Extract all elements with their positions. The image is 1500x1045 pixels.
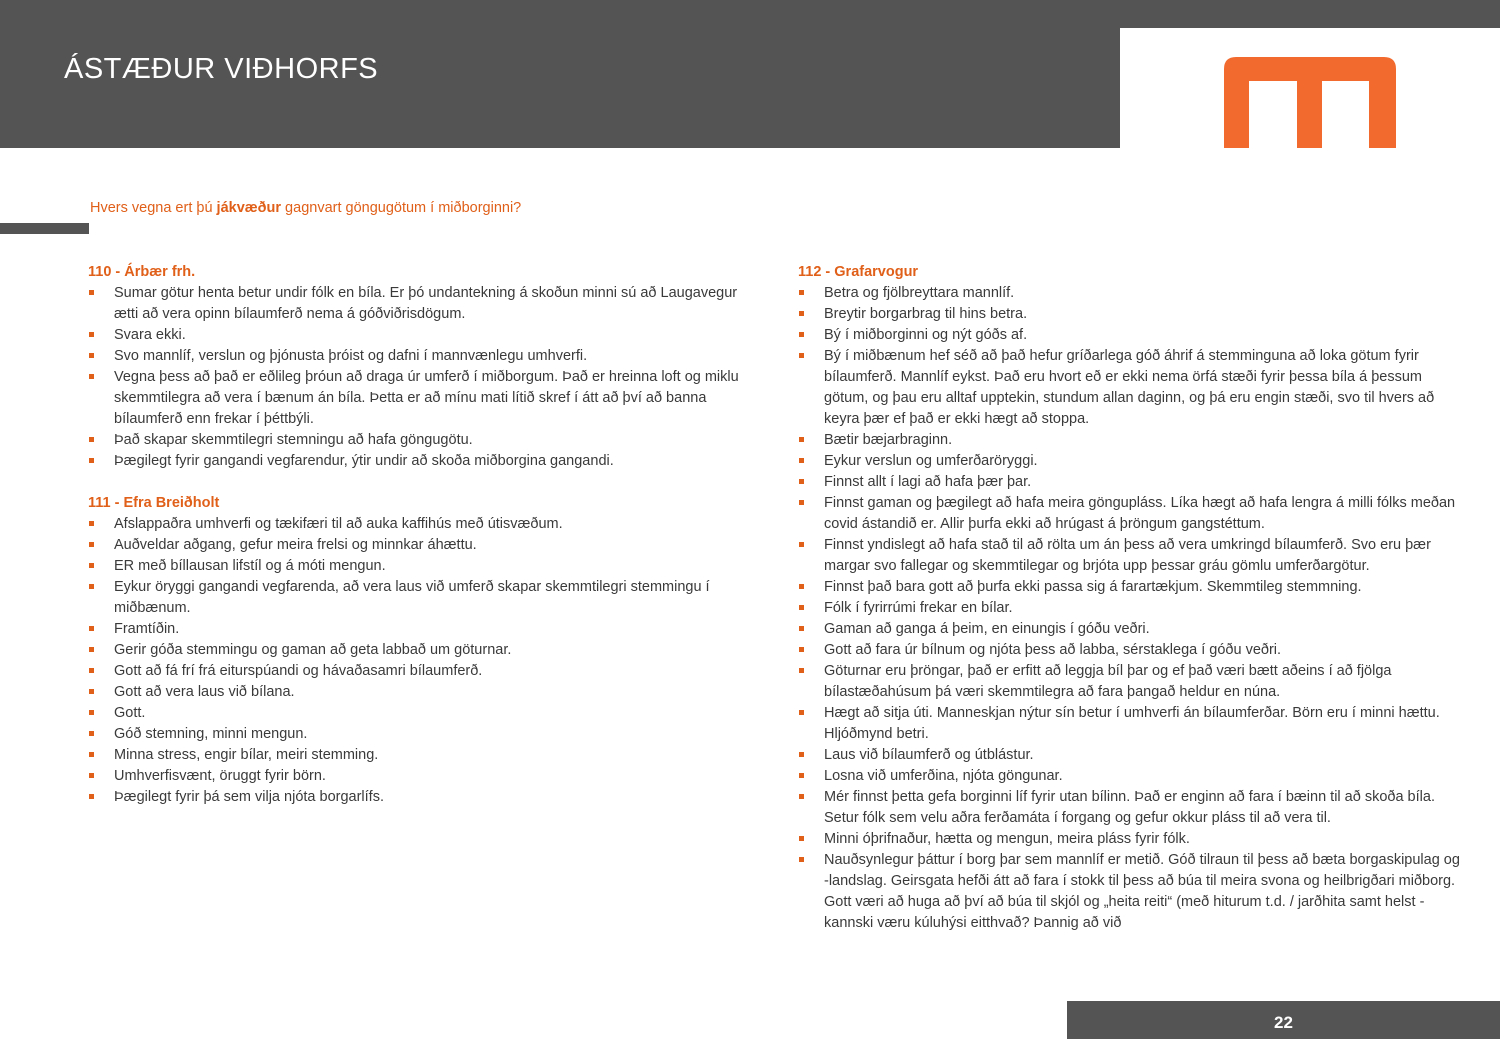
response-item: Afslappaðra umhverfi og tækifæri til að auka kaffihús með útisvæðum.: [88, 514, 748, 535]
response-item: Minna stress, engir bílar, meiri stemming.: [88, 745, 748, 766]
response-item: Eykur öryggi gangandi vegfarenda, að vera laus við umferð skapar skemmtilegri stemmingu í miðbænum.: [88, 577, 748, 619]
response-item: Laus við bílaumferð og útblástur.: [798, 745, 1466, 766]
response-item: Bætir bæjarbraginn.: [798, 430, 1466, 451]
right-section: [798, 262, 1466, 934]
response-item: Bý í miðbænum hef séð að það hefur gríðarlega góð áhrif á stemminguna að loka götum fyrir bílaumferð. Mannlíf eykst. Það eru hvort eð er ekki nema örfá stæði fyrir þessa bíla á þessum götum, og þau eru alltaf upptekin, stundum allan daginn, og þá eru engin stæði, svo til hvers að keyra þær ef það er ekki hægt að stoppa.: [798, 346, 1466, 430]
response-list: [798, 283, 1466, 934]
response-item: Göturnar eru þröngar, það er erfitt að leggja bíl þar og ef það væri bætt aðeins í að fjölga bílastæðahúsum þá væri skemmtilegra að fara þangað heldur en núna.: [798, 661, 1466, 703]
response-item: Eykur verslun og umferðaröryggi.: [798, 451, 1466, 472]
response-item: Betra og fjölbreyttara mannlíf.: [798, 283, 1466, 304]
response-item: Gott að fara úr bílnum og njóta þess að labba, sérstaklega í góðu veðri.: [798, 640, 1466, 661]
response-item: ER með bíllausan lifstíl og á móti mengun.: [88, 556, 748, 577]
response-item: Gott.: [88, 703, 748, 724]
left-section: [88, 493, 748, 808]
response-item: Sumar götur henta betur undir fólk en bíla. Er þó undantekning á skoðun minni sú að Laugavegur ætti að vera opinn bílaumferð nema á góðviðrisdögum.: [88, 283, 748, 325]
response-item: Losna við umferðina, njóta göngunar.: [798, 766, 1466, 787]
page-number: 22: [1274, 1013, 1293, 1032]
right-column: [798, 262, 1466, 955]
response-item: Finnst gaman og þægilegt að hafa meira göngupláss. Líka hægt að hafa lengra á milli fólks meðan covid ástandið er. Allir þurfa ekki að hrúgast á þröngum gangstéttum.: [798, 493, 1466, 535]
brand-logo-icon: [1224, 57, 1396, 148]
response-item: Gerir góða stemmingu og gaman að geta labbað um göturnar.: [88, 640, 748, 661]
section-title: 112 - Grafarvogur: [798, 264, 919, 280]
response-item: Umhverfisvænt, öruggt fyrir börn.: [88, 766, 748, 787]
response-item: Minni óþrifnaður, hætta og mengun, meira pláss fyrir fólk.: [798, 829, 1466, 850]
response-item: Svara ekki.: [88, 325, 748, 346]
question-lead: Hvers vegna ert þú: [90, 200, 217, 216]
response-item: Breytir borgarbrag til hins betra.: [798, 304, 1466, 325]
section-title: 110 - Árbær frh.: [88, 264, 196, 280]
response-item: Svo mannlíf, verslun og þjónusta þróist og dafni í mannvænlegu umhverfi.: [88, 346, 748, 367]
response-item: Hægt að sitja úti. Manneskjan nýtur sín betur í umhverfi án bílaumferðar. Börn eru í minni hættu. Hljóðmynd betri.: [798, 703, 1466, 745]
response-item: Finnst allt í lagi að hafa þær þar.: [798, 472, 1466, 493]
response-item: Bý í miðborginni og nýt góðs af.: [798, 325, 1466, 346]
response-item: Framtíðin.: [88, 619, 748, 640]
response-item: Góð stemning, minni mengun.: [88, 724, 748, 745]
response-item: Gaman að ganga á þeim, en einungis í góðu veðri.: [798, 619, 1466, 640]
response-item: Finnst það bara gott að þurfa ekki passa sig á farartækjum. Skemmtileg stemmning.: [798, 577, 1466, 598]
survey-question: [90, 200, 521, 216]
response-item: Finnst yndislegt að hafa stað til að rölta um án þess að vera umkringd bílaumferð. Svo eru þær margar svo fallegar og skemmtilegar og brjóta upp þessar gráu gömlu umferðargötur.: [798, 535, 1466, 577]
section-title: 111 - Efra Breiðholt: [88, 495, 220, 511]
response-item: Nauðsynlegur þáttur í borg þar sem mannlíf er metið. Góð tilraun til þess að bæta borgaskipulag og -landslag. Geirsgata hefði átt að fara í stokk til þess að búa til meira svona og heilbrigðari miðborg. Gott væri að huga að því að búa til skjól og „heita reiti“ (með hiturum t.d. / jarðhita samt helst - kannski væru kúluhýsi eitthvað? Þannig að við: [798, 850, 1466, 934]
response-list: [88, 514, 748, 808]
response-item: Þægilegt fyrir þá sem vilja njóta borgarlífs.: [88, 787, 748, 808]
left-section: [88, 262, 748, 472]
response-item: Mér finnst þetta gefa borginni líf fyrir utan bílinn. Það er enginn að fara í bæinn til að skoða bíla. Setur fólk sem velu aðra ferðamáta í forgang og gefur okkur pláss til að vera til.: [798, 787, 1466, 829]
left-column: [88, 262, 748, 829]
response-item: Gott að fá frí frá eiturspúandi og hávaðasamri bílaumferð.: [88, 661, 748, 682]
accent-bar: [0, 223, 89, 234]
question-emphasis: jákvæður: [216, 200, 282, 216]
response-item: Fólk í fyrirrúmi frekar en bílar.: [798, 598, 1466, 619]
question-tail: gagnvart göngugötum í miðborginni?: [281, 200, 522, 216]
response-item: Þægilegt fyrir gangandi vegfarendur, ýtir undir að skoða miðborgina gangandi.: [88, 451, 748, 472]
response-item: Vegna þess að það er eðlileg þróun að draga úr umferð í miðborgum. Það er hreinna loft og miklu skemmtilegra að vera í bænum án bíla. Þetta er að mínu mati lítið skref í átt að því að banna bílaumferð enn frekar í þéttbýli.: [88, 367, 748, 430]
page-title: ÁSTÆÐUR VIÐHORFS: [64, 53, 379, 85]
response-item: Gott að vera laus við bílana.: [88, 682, 748, 703]
response-item: Auðveldar aðgang, gefur meira frelsi og minnkar áhættu.: [88, 535, 748, 556]
response-item: Það skapar skemmtilegri stemningu að hafa göngugötu.: [88, 430, 748, 451]
response-list: [88, 283, 748, 472]
